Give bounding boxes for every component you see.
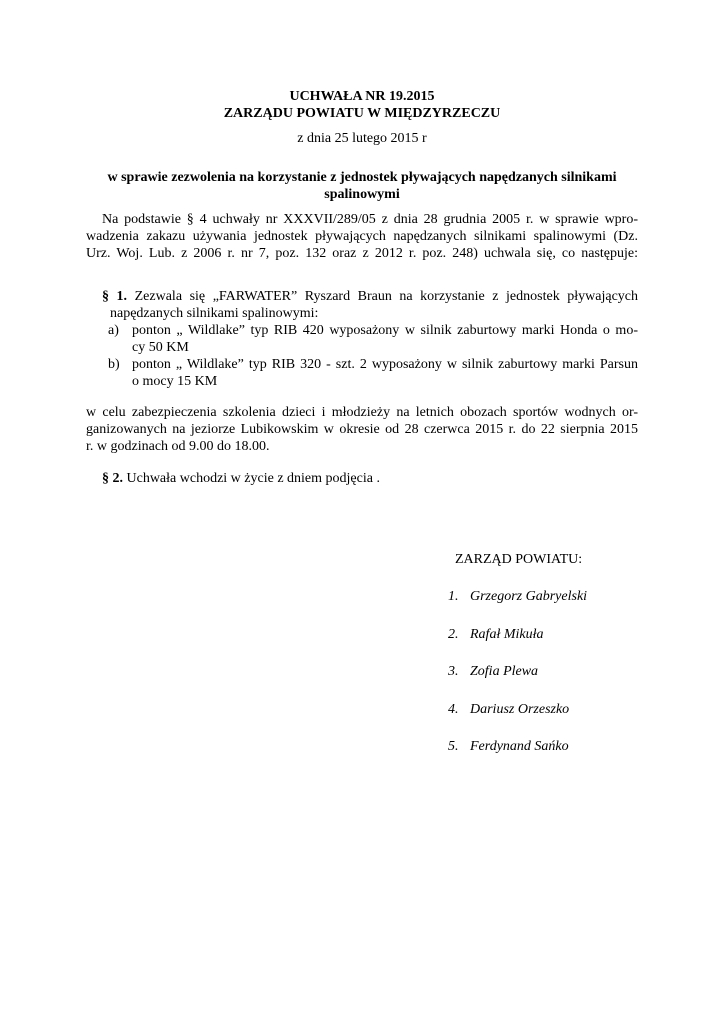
section-2-text: Uchwała wchodzi w życie z dniem podjęcia . — [123, 471, 380, 486]
purpose-line-2: ganizowanych na jeziorze Lubikowskim w okresie od 28 czerwca 2015 r. do 22 sierpnia 2015 — [86, 422, 638, 437]
member-name: Ferdynand Sańko — [470, 739, 569, 754]
intro-line-3: Urz. Woj. Lub. z 2006 r. nr 7, poz. 132 oraz z 2012 r. poz. 248) uchwala się, co następuje: — [86, 246, 638, 261]
board-member — [448, 626, 587, 664]
member-number: 1. — [448, 589, 459, 604]
section-2-mark: § 2. — [102, 471, 123, 486]
section-2 — [102, 470, 380, 487]
section-1-line-2: napędzanych silnikami spalinowymi: — [110, 306, 319, 321]
purpose-line-3: r. w godzinach od 9.00 do 18.00. — [86, 439, 270, 454]
board-member — [448, 663, 587, 701]
member-name: Rafał Mikuła — [470, 626, 544, 642]
list-item-b — [86, 356, 638, 390]
section-1 — [86, 288, 638, 390]
member-name: Zofia Plewa — [470, 664, 539, 679]
board-member — [448, 738, 587, 776]
purpose-line-1: w celu zabezpieczenia szkolenia dzieci i młodzieży na letnich obozach sportów wodnych or- — [86, 405, 638, 420]
board-member — [448, 588, 587, 626]
subject-line-2: spalinowymi — [324, 187, 400, 202]
purpose-paragraph — [86, 404, 638, 455]
list-item-a — [86, 322, 638, 356]
board-member — [448, 701, 587, 739]
section-1-mark: § 1. — [102, 289, 128, 304]
legal-basis-paragraph — [86, 211, 638, 262]
member-number: 2. — [448, 626, 459, 642]
list-item-a-line-2: cy 50 KM — [132, 340, 189, 355]
intro-line-1: Na podstawie § 4 uchwały nr XXXVII/289/05 z dnia 28 grudnia 2005 r. w sprawie wpro- — [102, 212, 638, 227]
member-number: 3. — [448, 664, 459, 679]
list-marker-a: a) — [108, 323, 119, 338]
section-1-text: Zezwala się „FARWATER” Ryszard Braun na korzystanie z jednostek pływających — [127, 289, 638, 304]
board-heading: ZARZĄD POWIATU: — [455, 552, 583, 567]
section-1-line-1 — [86, 288, 638, 305]
intro-line-2: wadzenia zakazu używania jednostek pływających napędzanych silnikami spalinowymi (Dz. — [86, 229, 638, 244]
list-marker-b: b) — [108, 357, 120, 372]
member-number: 4. — [448, 701, 459, 717]
member-number: 5. — [448, 739, 459, 754]
member-name: Dariusz Orzeszko — [470, 701, 570, 717]
resolution-date: z dnia 25 lutego 2015 r — [297, 131, 427, 146]
board-members-list — [448, 588, 587, 776]
list-item-b-line-1: ponton „ Wildlake” typ RIB 320 - szt. 2 wyposażony w silnik zaburtowy marki Parsun — [132, 357, 638, 372]
subject-line-1: w sprawie zezwolenia na korzystanie z jednostek pływających napędzanych silnikami — [107, 170, 617, 185]
member-name: Grzegorz Gabryelski — [470, 589, 588, 604]
list-item-b-line-2: o mocy 15 KM — [132, 374, 218, 389]
resolution-subject — [80, 169, 644, 203]
list-item-a-line-1: ponton „ Wildlake” typ RIB 420 wyposażony w silnik zaburtowy marki Honda o mo- — [132, 323, 638, 338]
resolution-number: UCHWAŁA NR 19.2015 — [289, 89, 435, 104]
issuing-body: ZARZĄDU POWIATU W MIĘDZYRZECZU — [223, 106, 501, 121]
